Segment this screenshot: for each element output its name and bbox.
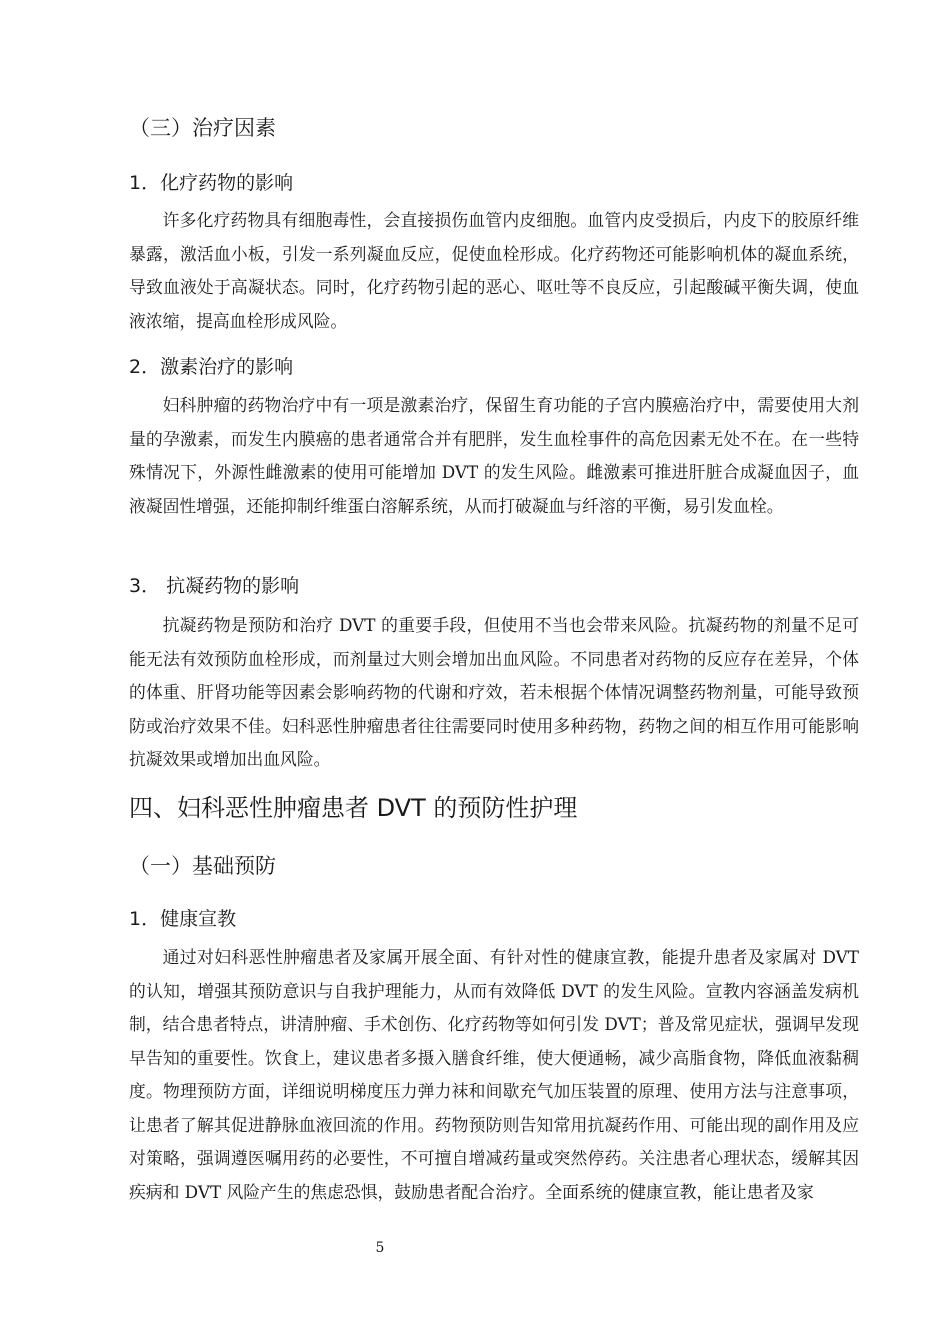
subheading-chemotherapy: 1．化疗药物的影响 xyxy=(129,172,294,194)
subheading-anticoagulant: 3． 抗凝药物的影响 xyxy=(129,575,300,597)
chapter-heading-preventive-nursing: 四、妇科恶性肿瘤患者 DVT 的预防性护理 xyxy=(129,794,578,822)
paragraph-health-education: 通过对妇科恶性肿瘤患者及家属开展全面、有针对性的健康宣教，能提升患者及家属对 DVT 的认知，增强其预防意识与自我护理能力，从而有效降低 DVT 的发生风险。宣教内容涵盖发病机制，结合患者特点，讲清肿瘤、手术创伤、化疗药物等如何引发 DVT；普及常见症状，强调早发现早告知的重要性。饮食上，建议患者多摄入膳食纤维，使大便通畅，减少高脂食物，降低血液黏稠度。物理预防方面，详细说明梯度压力弹力袜和间歇充气加压装置的原理、使用方法与注意事项，让患者了解其促进静脉血液回流的作用。药物预防则告知常用抗凝药作用、可能出现的副作用及应对策略，强调遵医嘱用药的必要性，不可擅自增减药量或突然停药。关注患者心理状态，缓解其因疾病和 DVT 风险产生的焦虑恐惧，鼓励患者配合治疗。全面系统的健康宣教，能让患者及家 xyxy=(129,947,859,1202)
paragraph-chemotherapy: 许多化疗药物具有细胞毒性，会直接损伤血管内皮细胞。血管内皮受损后，内皮下的胶原纤维暴露，激活血小板，引发一系列凝血反应，促使血栓形成。化疗药物还可能影响机体的凝血系统，导致血液处于高凝状态。同时，化疗药物引起的恶心、呕吐等不良反应，引起酸碱平衡失调，使血液浓缩，提高血栓形成风险。 xyxy=(129,210,859,331)
subheading-health-education: 1．健康宣教 xyxy=(129,908,237,930)
paragraph-hormone-therapy: 妇科肿瘤的药物治疗中有一项是激素治疗，保留生育功能的子宫内膜癌治疗中，需要使用大剂量的孕激素，而发生内膜癌的患者通常合并有肥胖，发生血栓事件的高危因素无处不在。在一些特殊情况下，外源性雌激素的使用可能增加 DVT 的发生风险。雌激素可推进肝脏合成凝血因子，血液凝固性增强，还能抑制纤维蛋白溶解系统，从而打破凝血与纤溶的平衡，易引发血栓。 xyxy=(129,395,859,516)
page-number: 5 xyxy=(375,1240,385,1256)
section-heading-basic-prevention: （一）基础预防 xyxy=(129,854,276,878)
subheading-hormone-therapy: 2．激素治疗的影响 xyxy=(129,356,294,378)
section-heading-treatment-factors: （三）治疗因素 xyxy=(129,116,276,140)
paragraph-anticoagulant: 抗凝药物是预防和治疗 DVT 的重要手段，但使用不当也会带来风险。抗凝药物的剂量不足可能无法有效预防血栓形成，而剂量过大则会增加出血风险。不同患者对药物的反应存在差异，个体的体重、肝肾功能等因素会影响药物的代谢和疗效，若未根据个体情况调整药物剂量，可能导致预防或治疗效果不佳。妇科恶性肿瘤患者往往需要同时使用多种药物，药物之间的相互作用可能影响抗凝效果或增加出血风险。 xyxy=(129,615,859,769)
